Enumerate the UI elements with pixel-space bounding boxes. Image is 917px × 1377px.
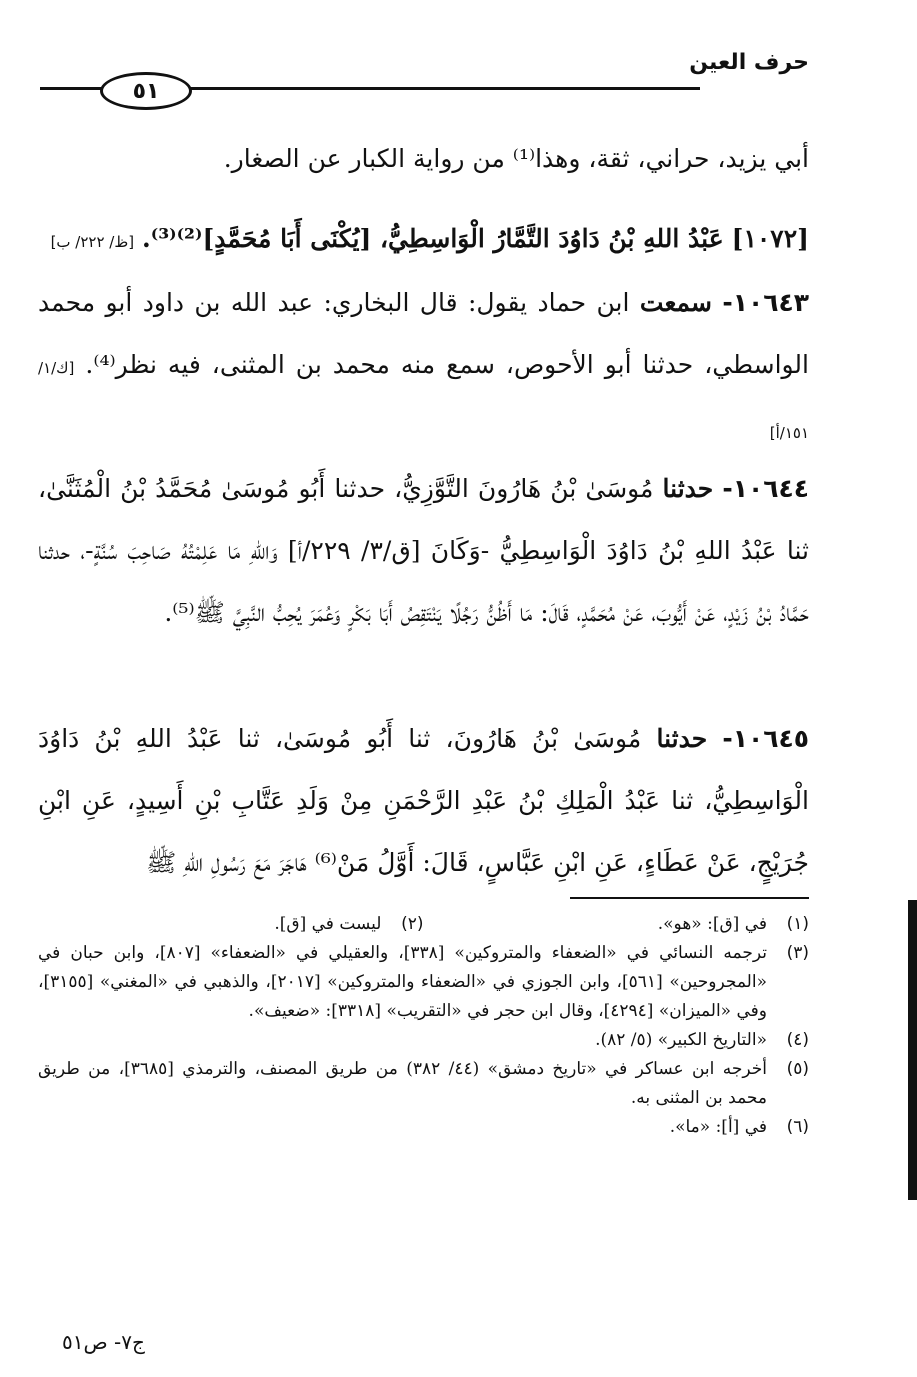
- footnote-text: «التاريخ الكبير» (٥/ ٨٢).: [595, 1030, 767, 1050]
- footnotes: [38, 910, 809, 1142]
- intro-paragraph: [38, 128, 809, 190]
- hadith-number: ١٠٦٤٣-: [722, 288, 810, 317]
- hadith-keyword: سمعت: [639, 288, 712, 317]
- footnote-number: (٢): [401, 914, 424, 934]
- hadith-text: مُوسَىٰ بْنُ هَارُونَ، ثنا أَبُو مُوسَىٰ، ثنا عَبْدُ اللهِ بْنُ دَاوُدَ الْوَاسِطِيُّ، ثنا عَبْدُ الْمَلِكِ بْنُ عَبْدِ الرَّحْمَنِ مِنْ وَلَدِ عَتَّابِ بْنِ أَسِيدٍ، عَنِ ابْنِ جُرَيْجٍ، عَنْ عَطَاءٍ، عَنِ ابْنِ عَبَّاسٍ، قَالَ: أَوَّلُ مَنْ⁽⁶⁾ هَاجَرَ مَعَ رَسُولِ اللهِ ﷺ: [38, 724, 809, 877]
- hadith-keyword: حدثنا: [662, 474, 714, 503]
- hadith-number: ١٠٦٤٥-: [722, 724, 809, 753]
- footnote-number: (٤): [786, 1030, 809, 1050]
- footnote-text: أخرجه ابن عساكر في «تاريخ دمشق» (٤٤/ ٣٨٢) من طريق المصنف، والترمذي [٣٦٨٥]، من طريق محمد بن المثنى به.: [38, 1059, 767, 1108]
- hadith-10645: [38, 708, 809, 894]
- footnote-row: [38, 910, 809, 939]
- footnote-number: (٥): [786, 1059, 809, 1079]
- hadith-10644: [38, 458, 809, 644]
- footnote-number: (٦): [786, 1117, 809, 1137]
- footnote-item: [38, 939, 809, 1026]
- footnote-separator: [570, 897, 809, 899]
- hadith-text: ابن حماد يقول: قال البخاري: عبد الله بن داود أبو محمد الواسطي، حدثنا أبو الأحوص، سمع منه محمد بن المثنى، فيه نظر⁽⁴⁾.: [38, 288, 809, 379]
- footnote-item: [424, 910, 810, 939]
- manuscript-ref: [ظ/ ٢٢٢/ ب]: [50, 233, 135, 251]
- page-number-badge: [100, 72, 192, 110]
- hadith-text: مُوسَىٰ بْنُ هَارُونَ التَّوَّزِيُّ، حدثنا أَبُو مُوسَىٰ مُحَمَّدُ بْنُ الْمُثَنَّىٰ، ثنا عَبْدُ اللهِ بْنُ دَاوُدَ الْوَاسِطِيُّ -وَكَانَ [ق/٣/ ٢٢٩/أ] وَاللهِ مَا عَلِمْتُهُ صَاحِبَ سُنَّةٍ-، حدثنا حَمَّادُ بْنُ زَيْدٍ، عَنْ أَيُّوبَ، عَنْ مُحَمَّدٍ، قَالَ: مَا أَظُنُّ رَجُلًا يَنْتَقِصُ أَبَا بَكْرٍ وَعُمَرَ يُحِبُّ النَّبِيَّ ﷺ⁽⁵⁾.: [38, 474, 810, 627]
- footnote-item: [38, 1113, 809, 1142]
- entry-number: [١٠٧٢]: [731, 224, 809, 253]
- hadith-number: ١٠٦٤٤-: [722, 474, 809, 503]
- page-edge-mark: [908, 900, 917, 1200]
- intro-text: أبي يزيد، حراني، ثقة، وهذا⁽¹⁾ من رواية الكبار عن الصغار.: [223, 144, 809, 173]
- footnote-text: ليست في [ق].: [274, 914, 382, 934]
- footnote-item: [38, 1026, 809, 1055]
- footnote-text: في [أ]: «ما».: [669, 1117, 767, 1137]
- footnote-text: في [ق]: «هو».: [657, 914, 767, 934]
- page-number: ٥١: [132, 78, 160, 104]
- footnote-item: [38, 910, 424, 939]
- entry-heading: [38, 208, 809, 273]
- footnote-number: (٣): [786, 943, 809, 963]
- entry-name: عَبْدُ اللهِ بْنُ دَاوُدَ التَّمَّارُ الْوَاسِطِيُّ، [يُكْنَى أَبَا مُحَمَّدٍ]⁽²⁾⁽³⁾.: [142, 224, 724, 253]
- footnote-item: [38, 1055, 809, 1113]
- manuscript-ref: [ك/١/ ١٥١/أ]: [38, 359, 809, 442]
- hadith-10643: [38, 272, 809, 464]
- chapter-title: حرف العين: [689, 50, 809, 75]
- hadith-keyword: حدثنا: [656, 724, 708, 753]
- volume-page-label: ج٧- ص٥١: [62, 1330, 145, 1354]
- footnote-text: ترجمه النسائي في «الضعفاء والمتروكين» [٣٣٨]، والعقيلي في «الضعفاء» [٨٠٧]، وابن حبان في «المجروحين» [٥٦١]، وابن الجوزي في «الضعفاء والمتروكين» [٢٠١٧]، والذهبي في «المغني» [٣١٥٥]، وفي «الميزان» [٤٢٩٤]، وقال ابن حجر في «التقريب» [٣٣١٨]: «ضعيف».: [38, 943, 767, 1021]
- footnote-number: (١): [786, 914, 809, 934]
